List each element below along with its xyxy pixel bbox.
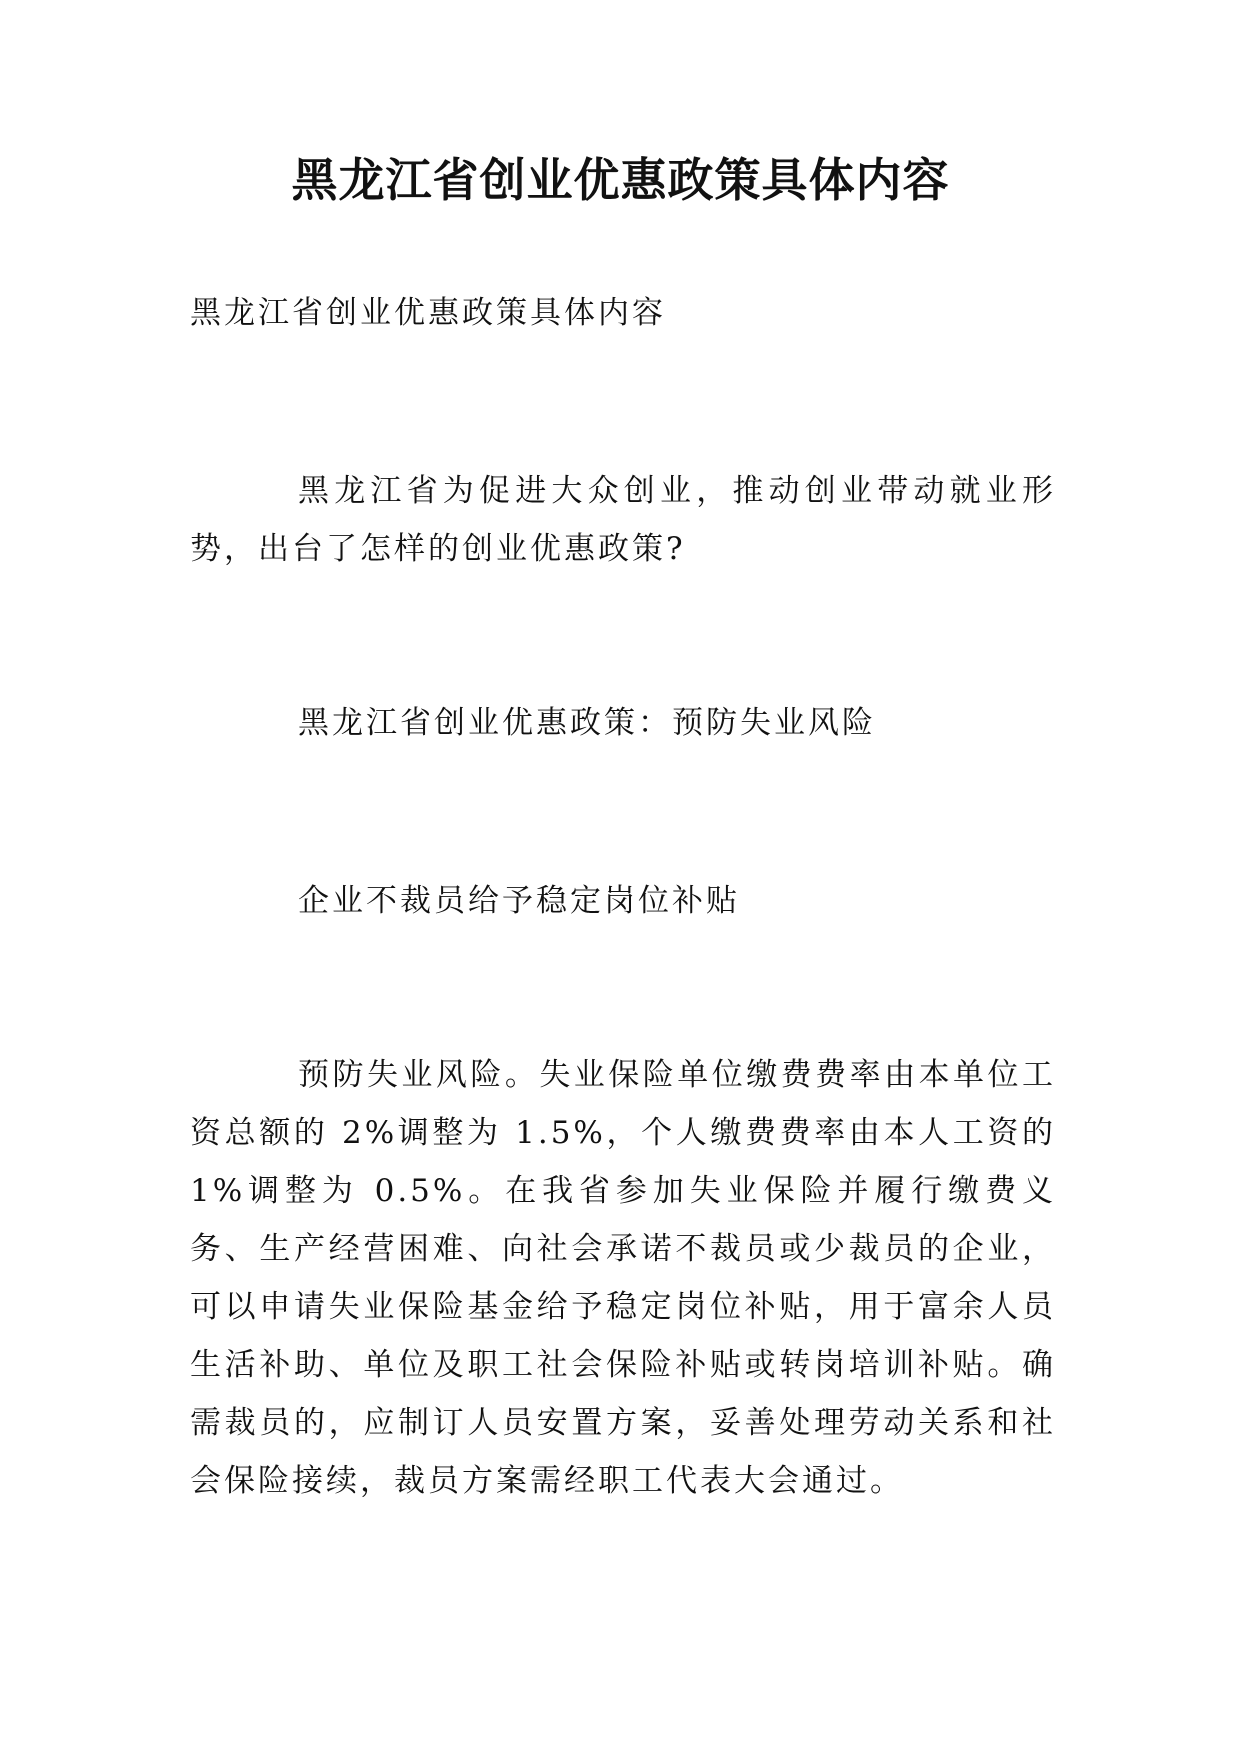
document-subtitle: 黑龙江省创业优惠政策具体内容 xyxy=(190,295,666,331)
document-title: 黑龙江省创业优惠政策具体内容 xyxy=(291,153,950,207)
section-heading: 企业不裁员给予稳定岗位补贴 xyxy=(298,883,740,919)
body-paragraph: 预防失业风险。失业保险单位缴费费率由本单位工资总额的 2%调整为 1.5%，个人缴费费率由本人工资的 1%调整为 0.5%。在我省参加失业保险并履行缴费义务、生产经营困难、向社会承诺不裁员或少裁员的企业，可以申请失业保险基金给予稳定岗位补贴，用于富余人员生活补助、单位及职工社会保险补贴或转岗培训补贴。确需裁员的，应制订人员安置方案，妥善处理劳动关系和社会保险接续，裁员方案需经职工代表大会通过。 xyxy=(190,1057,1056,1499)
intro-paragraph: 黑龙江省为促进大众创业，推动创业带动就业形势，出台了怎样的创业优惠政策? xyxy=(190,473,1056,567)
policy-heading: 黑龙江省创业优惠政策：预防失业风险 xyxy=(298,705,876,741)
